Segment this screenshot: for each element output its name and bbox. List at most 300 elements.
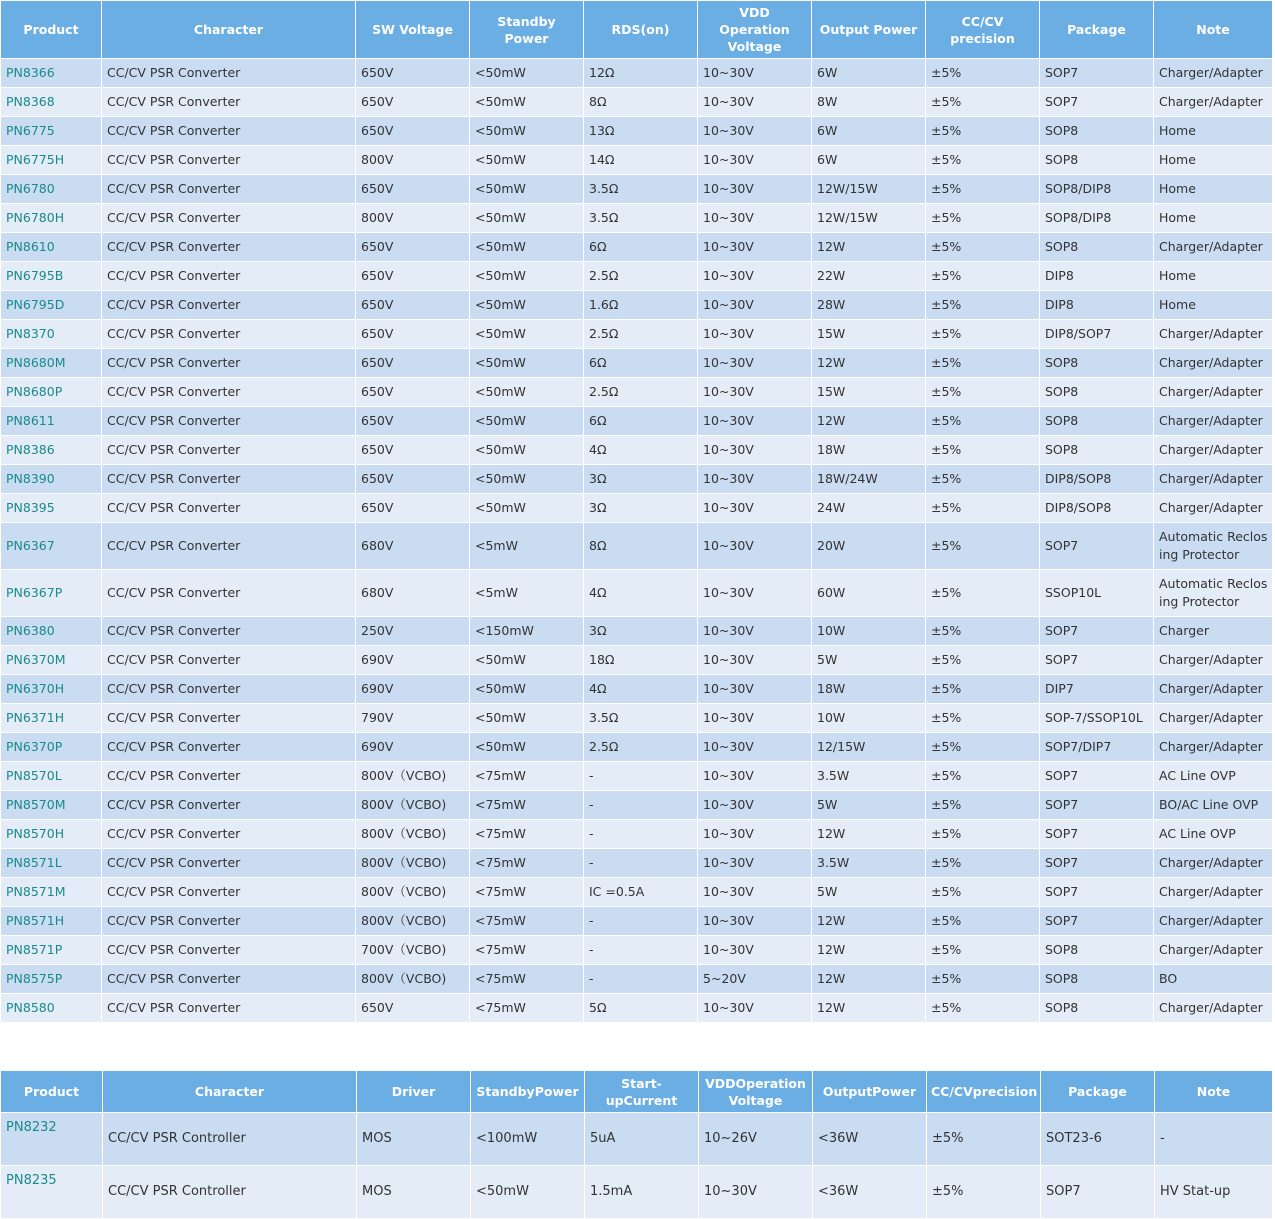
table-cell: Charger/Adapter <box>1154 59 1273 88</box>
table-cell: <100mW <box>471 1113 585 1166</box>
table-cell: 10~30V <box>698 465 812 494</box>
table-cell: 12W <box>812 407 926 436</box>
column-header: Output Power <box>812 1 926 59</box>
table-row <box>1 646 1273 675</box>
table-cell: AC Line OVP <box>1154 820 1273 849</box>
table-cell: SSOP10L <box>1040 570 1154 617</box>
table-header-row <box>1 1 1273 59</box>
table-cell: <75mW <box>470 936 584 965</box>
table-row <box>1 117 1273 146</box>
table-row <box>1 570 1273 617</box>
table-cell: <75mW <box>470 762 584 791</box>
table-cell: CC/CV PSR Converter <box>102 378 356 407</box>
table-cell: SOP8 <box>1040 407 1154 436</box>
column-header: Package <box>1040 1 1154 59</box>
table-cell: 680V <box>356 523 470 570</box>
table-cell: ±5% <box>926 233 1040 262</box>
table-row <box>1 994 1273 1023</box>
column-header: Note <box>1155 1071 1273 1113</box>
table-cell: 6Ω <box>584 407 698 436</box>
table-cell: MOS <box>357 1113 471 1166</box>
table-row <box>1 523 1273 570</box>
product-link[interactable]: PN8580 <box>1 994 102 1023</box>
table-cell: 10~30V <box>698 378 812 407</box>
table-row <box>1 262 1273 291</box>
table-cell: ±5% <box>926 936 1040 965</box>
column-header: Character <box>103 1071 357 1113</box>
table-cell: 6W <box>812 117 926 146</box>
table-cell: 12Ω <box>584 59 698 88</box>
table-cell: 4Ω <box>584 436 698 465</box>
table-cell: Home <box>1154 291 1273 320</box>
table-cell: AC Line OVP <box>1154 762 1273 791</box>
table-cell: 10~30V <box>698 59 812 88</box>
table-cell: Charger/Adapter <box>1154 494 1273 523</box>
table-cell: CC/CV PSR Converter <box>102 704 356 733</box>
table-cell: 10W <box>812 617 926 646</box>
table-cell: DIP8/SOP8 <box>1040 494 1154 523</box>
table-row <box>1 59 1273 88</box>
product-link[interactable]: PN6780H <box>1 204 102 233</box>
table-cell: 650V <box>356 59 470 88</box>
product-link[interactable]: PN8570M <box>1 791 102 820</box>
product-link[interactable]: PN6367P <box>1 570 102 617</box>
table-cell: 10~30V <box>698 570 812 617</box>
table-cell: ±5% <box>926 878 1040 907</box>
table-cell: <75mW <box>470 907 584 936</box>
table-row <box>1 907 1273 936</box>
table-cell: ±5% <box>926 523 1040 570</box>
table-cell: 5W <box>812 646 926 675</box>
table-cell: DIP8 <box>1040 262 1154 291</box>
table-cell: ±5% <box>926 349 1040 378</box>
product-link[interactable]: PN6370M <box>1 646 102 675</box>
table-cell: 12W <box>812 349 926 378</box>
table-cell: 10~30V <box>698 617 812 646</box>
table-cell: CC/CV PSR Controller <box>103 1166 357 1219</box>
product-link[interactable]: PN8386 <box>1 436 102 465</box>
table-cell: 650V <box>356 378 470 407</box>
table-cell: 10~30V <box>698 262 812 291</box>
table-cell: CC/CV PSR Converter <box>102 117 356 146</box>
table-cell: 10~30V <box>698 849 812 878</box>
product-link[interactable]: PN8571M <box>1 878 102 907</box>
table-cell: 12W <box>812 233 926 262</box>
table-row <box>1 1113 1273 1166</box>
table-cell: <75mW <box>470 965 584 994</box>
table-cell: ±5% <box>926 59 1040 88</box>
product-link[interactable]: PN8235 <box>1 1166 103 1219</box>
table-row <box>1 494 1273 523</box>
table-cell: ±5% <box>926 407 1040 436</box>
table-cell: Charger/Adapter <box>1154 733 1273 762</box>
column-header: OutputPower <box>813 1071 927 1113</box>
table-cell: <50mW <box>470 146 584 175</box>
product-link[interactable]: PN8575P <box>1 965 102 994</box>
table-cell: ±5% <box>926 378 1040 407</box>
table-cell: CC/CV PSR Converter <box>102 59 356 88</box>
table-cell: SOP7 <box>1040 617 1154 646</box>
table-cell: 20W <box>812 523 926 570</box>
table-row <box>1 878 1273 907</box>
table-cell: 2.5Ω <box>584 378 698 407</box>
table-cell: MOS <box>357 1166 471 1219</box>
table-cell: - <box>584 791 698 820</box>
table-cell: 3.5Ω <box>584 175 698 204</box>
table-cell: 10~26V <box>699 1113 813 1166</box>
table-cell: 3.5W <box>812 762 926 791</box>
table-cell: 650V <box>356 349 470 378</box>
table-cell: 800V（VCBO) <box>356 907 470 936</box>
table-cell: CC/CV PSR Converter <box>102 733 356 762</box>
table-cell: BO <box>1154 965 1273 994</box>
table-row <box>1 617 1273 646</box>
table-cell: ±5% <box>927 1166 1041 1219</box>
table-cell: CC/CV PSR Converter <box>102 204 356 233</box>
table-cell: 13Ω <box>584 117 698 146</box>
table-cell: 800V（VCBO) <box>356 965 470 994</box>
table-row <box>1 407 1273 436</box>
table-cell: Charger/Adapter <box>1154 704 1273 733</box>
table-cell: - <box>584 849 698 878</box>
table-cell: ±5% <box>926 907 1040 936</box>
table-cell: Charger/Adapter <box>1154 378 1273 407</box>
table-cell: 14Ω <box>584 146 698 175</box>
table-cell: 10W <box>812 704 926 733</box>
table-cell: SOP7 <box>1040 849 1154 878</box>
table-cell: Charger/Adapter <box>1154 936 1273 965</box>
table-cell: <50mW <box>470 704 584 733</box>
table-cell: Charger/Adapter <box>1154 907 1273 936</box>
table-row <box>1 820 1273 849</box>
table-cell: Automatic Reclosing Protector <box>1154 523 1273 570</box>
table-row <box>1 1166 1273 1219</box>
table-cell: CC/CV PSR Converter <box>102 762 356 791</box>
table-cell: 15W <box>812 320 926 349</box>
table-cell: CC/CV PSR Converter <box>102 523 356 570</box>
table-row <box>1 291 1273 320</box>
table-cell: ±5% <box>926 291 1040 320</box>
table-cell: 10~30V <box>698 407 812 436</box>
product-link[interactable]: PN6775H <box>1 146 102 175</box>
table-cell: Home <box>1154 262 1273 291</box>
table-cell: <36W <box>813 1166 927 1219</box>
product-link[interactable]: PN6795B <box>1 262 102 291</box>
table-row <box>1 146 1273 175</box>
table-cell: ±5% <box>926 146 1040 175</box>
table-cell: 24W <box>812 494 926 523</box>
table-cell: 800V（VCBO) <box>356 791 470 820</box>
table-cell: ±5% <box>926 646 1040 675</box>
product-link[interactable]: PN8571H <box>1 907 102 936</box>
table-cell: CC/CV PSR Converter <box>102 407 356 436</box>
table-cell: 10~30V <box>698 88 812 117</box>
table-cell: <50mW <box>470 436 584 465</box>
table-cell: SOP8 <box>1040 436 1154 465</box>
table-row <box>1 965 1273 994</box>
product-link[interactable]: PN8680P <box>1 378 102 407</box>
table-row <box>1 204 1273 233</box>
table-cell: 3.5Ω <box>584 704 698 733</box>
product-link[interactable]: PN6370P <box>1 733 102 762</box>
table-cell: 10~30V <box>698 291 812 320</box>
product-link[interactable]: PN6380 <box>1 617 102 646</box>
column-header: VDDOperation Voltage <box>699 1071 813 1113</box>
table-cell: Charger/Adapter <box>1154 320 1273 349</box>
table-cell: ±5% <box>926 88 1040 117</box>
table-cell: SOP8/DIP8 <box>1040 204 1154 233</box>
table-cell: 12W <box>812 994 926 1023</box>
table-cell: HV Stat-up <box>1155 1166 1273 1219</box>
table-cell: 5Ω <box>584 994 698 1023</box>
table-cell: <75mW <box>470 820 584 849</box>
table-cell: 10~30V <box>698 675 812 704</box>
table-cell: 650V <box>356 436 470 465</box>
table-cell: CC/CV PSR Converter <box>102 349 356 378</box>
table-cell: ±5% <box>926 704 1040 733</box>
product-link[interactable]: PN8395 <box>1 494 102 523</box>
table-cell: CC/CV PSR Converter <box>102 88 356 117</box>
product-link[interactable]: PN8570H <box>1 820 102 849</box>
product-link[interactable]: PN8680M <box>1 349 102 378</box>
column-header: VDD Operation Voltage <box>698 1 812 59</box>
table-cell: 10~30V <box>698 704 812 733</box>
table-cell: 10~30V <box>698 494 812 523</box>
table-cell: <75mW <box>470 849 584 878</box>
table-cell: CC/CV PSR Converter <box>102 878 356 907</box>
table-cell: Charger/Adapter <box>1154 88 1273 117</box>
table-cell: 18W <box>812 436 926 465</box>
table-cell: DIP8/SOP8 <box>1040 465 1154 494</box>
table-cell: 4Ω <box>584 570 698 617</box>
table-cell: 690V <box>356 733 470 762</box>
table-cell: 12W <box>812 965 926 994</box>
table-cell: 5W <box>812 878 926 907</box>
table-cell: ±5% <box>926 204 1040 233</box>
product-link[interactable]: PN8610 <box>1 233 102 262</box>
table-cell: <50mW <box>470 465 584 494</box>
table-cell: <50mW <box>470 733 584 762</box>
table-cell: ±5% <box>926 494 1040 523</box>
table-cell: <50mW <box>470 378 584 407</box>
table-cell: 800V（VCBO) <box>356 849 470 878</box>
table-cell: 10~30V <box>698 233 812 262</box>
table-row <box>1 175 1273 204</box>
table-row <box>1 436 1273 465</box>
table-cell: 5~20V <box>698 965 812 994</box>
table-cell: ±5% <box>926 965 1040 994</box>
table-cell: ±5% <box>926 820 1040 849</box>
table-cell: DIP8 <box>1040 291 1154 320</box>
product-link[interactable]: PN8570L <box>1 762 102 791</box>
table-cell: 10~30V <box>698 117 812 146</box>
table-cell: SOP7 <box>1040 907 1154 936</box>
table-row <box>1 849 1273 878</box>
table-cell: 18W/24W <box>812 465 926 494</box>
table-cell: SOP8 <box>1040 965 1154 994</box>
table-cell: ±5% <box>926 675 1040 704</box>
table-cell: Charger/Adapter <box>1154 646 1273 675</box>
product-link[interactable]: PN8232 <box>1 1113 103 1166</box>
table-cell: SOP7 <box>1040 791 1154 820</box>
table-cell: 18W <box>812 675 926 704</box>
table-cell: SOT23-6 <box>1041 1113 1155 1166</box>
product-link[interactable]: PN8368 <box>1 88 102 117</box>
table-cell: 650V <box>356 88 470 117</box>
table-cell: SOP7 <box>1040 523 1154 570</box>
column-header: Package <box>1041 1071 1155 1113</box>
table-cell: Charger <box>1154 617 1273 646</box>
table-cell: <50mW <box>471 1166 585 1219</box>
table-cell: CC/CV PSR Converter <box>102 907 356 936</box>
table-cell: 3.5Ω <box>584 204 698 233</box>
table-cell: Home <box>1154 117 1273 146</box>
column-header: SW Voltage <box>356 1 470 59</box>
table-cell: Automatic Reclosing Protector <box>1154 570 1273 617</box>
table-cell: Charger/Adapter <box>1154 233 1273 262</box>
column-header: Note <box>1154 1 1273 59</box>
product-link[interactable]: PN6780 <box>1 175 102 204</box>
table-cell: SOP7 <box>1040 878 1154 907</box>
table-cell: 650V <box>356 407 470 436</box>
table-cell: 6W <box>812 59 926 88</box>
table-cell: CC/CV PSR Converter <box>102 994 356 1023</box>
product-link[interactable]: PN8611 <box>1 407 102 436</box>
table-cell: 3Ω <box>584 494 698 523</box>
table-row <box>1 465 1273 494</box>
table-cell: 650V <box>356 233 470 262</box>
table-cell: 12W/15W <box>812 175 926 204</box>
table-cell: 10~30V <box>698 436 812 465</box>
table-cell: <36W <box>813 1113 927 1166</box>
table-cell: - <box>584 936 698 965</box>
table-cell: DIP7 <box>1040 675 1154 704</box>
table-cell: BO/AC Line OVP <box>1154 791 1273 820</box>
table-cell: <50mW <box>470 646 584 675</box>
table-cell: 10~30V <box>698 820 812 849</box>
table-cell: 800V（VCBO) <box>356 762 470 791</box>
table-row <box>1 378 1273 407</box>
table-cell: <150mW <box>470 617 584 646</box>
table-cell: <50mW <box>470 88 584 117</box>
table-cell: 650V <box>356 117 470 146</box>
product-link[interactable]: PN6775 <box>1 117 102 146</box>
table-cell: ±5% <box>926 617 1040 646</box>
column-header: Product <box>1 1 102 59</box>
table-row <box>1 704 1273 733</box>
table-cell: 650V <box>356 994 470 1023</box>
table-cell: 800V <box>356 204 470 233</box>
table-cell: 4Ω <box>584 675 698 704</box>
table-cell: 690V <box>356 675 470 704</box>
table-cell: 10~30V <box>698 175 812 204</box>
table-cell: - <box>584 965 698 994</box>
product-link[interactable]: PN6371H <box>1 704 102 733</box>
table-cell: ±5% <box>926 791 1040 820</box>
table-cell: CC/CV PSR Converter <box>102 936 356 965</box>
table-cell: Home <box>1154 146 1273 175</box>
table-cell: SOP7 <box>1040 646 1154 675</box>
product-link[interactable]: PN8571P <box>1 936 102 965</box>
table-cell: SOP7 <box>1040 762 1154 791</box>
table-cell: SOP8 <box>1040 233 1154 262</box>
product-link[interactable]: PN8571L <box>1 849 102 878</box>
table-cell: CC/CV PSR Converter <box>102 320 356 349</box>
table-cell: 60W <box>812 570 926 617</box>
column-header: RDS(on) <box>584 1 698 59</box>
table-cell: SOP8/DIP8 <box>1040 175 1154 204</box>
table-cell: 10~30V <box>698 762 812 791</box>
table-cell: Charger/Adapter <box>1154 675 1273 704</box>
table-cell: - <box>584 907 698 936</box>
table-row <box>1 320 1273 349</box>
table-cell: 10~30V <box>698 733 812 762</box>
table-row <box>1 349 1273 378</box>
table-cell: <50mW <box>470 494 584 523</box>
product-link[interactable]: PN8366 <box>1 59 102 88</box>
product-link[interactable]: PN6795D <box>1 291 102 320</box>
table-cell: 5uA <box>585 1113 699 1166</box>
table-cell: 12/15W <box>812 733 926 762</box>
table-cell: 15W <box>812 378 926 407</box>
table-cell: SOP8 <box>1040 378 1154 407</box>
table-cell: CC/CV PSR Controller <box>103 1113 357 1166</box>
table-cell: 10~30V <box>698 146 812 175</box>
table-cell: 10~30V <box>698 523 812 570</box>
table-cell: Charger/Adapter <box>1154 465 1273 494</box>
table-cell: SOP8 <box>1040 994 1154 1023</box>
table-row <box>1 88 1273 117</box>
table-cell: SOP7 <box>1040 88 1154 117</box>
table-cell: 10~30V <box>699 1166 813 1219</box>
table-cell: 10~30V <box>698 349 812 378</box>
table-cell: 800V（VCBO) <box>356 878 470 907</box>
table-cell: <50mW <box>470 175 584 204</box>
table-cell: <75mW <box>470 878 584 907</box>
table-cell: 700V（VCBO) <box>356 936 470 965</box>
table-cell: <50mW <box>470 233 584 262</box>
table-cell: ±5% <box>927 1113 1041 1166</box>
table-cell: - <box>1155 1113 1273 1166</box>
column-header: Character <box>102 1 356 59</box>
table-cell: 10~30V <box>698 936 812 965</box>
psr-controller-table <box>0 1070 1273 1219</box>
product-link[interactable]: PN8370 <box>1 320 102 349</box>
table-cell: IC =0.5A <box>584 878 698 907</box>
table-cell: CC/CV PSR Converter <box>102 233 356 262</box>
table-cell: <75mW <box>470 791 584 820</box>
table-cell: 650V <box>356 465 470 494</box>
product-link[interactable]: PN8390 <box>1 465 102 494</box>
table-cell: <50mW <box>470 262 584 291</box>
table-cell: 6W <box>812 146 926 175</box>
product-link[interactable]: PN6370H <box>1 675 102 704</box>
product-link[interactable]: PN6367 <box>1 523 102 570</box>
table-cell: CC/CV PSR Converter <box>102 820 356 849</box>
table-cell: ±5% <box>926 175 1040 204</box>
table-cell: CC/CV PSR Converter <box>102 494 356 523</box>
column-header: CC/CVprecision <box>927 1071 1041 1113</box>
table-cell: CC/CV PSR Converter <box>102 146 356 175</box>
table-cell: <50mW <box>470 349 584 378</box>
table-cell: <5mW <box>470 570 584 617</box>
table-row <box>1 791 1273 820</box>
table-cell: 8Ω <box>584 88 698 117</box>
table-cell: CC/CV PSR Converter <box>102 965 356 994</box>
table-cell: 28W <box>812 291 926 320</box>
table-cell: 12W <box>812 936 926 965</box>
table-cell: 10~30V <box>698 204 812 233</box>
